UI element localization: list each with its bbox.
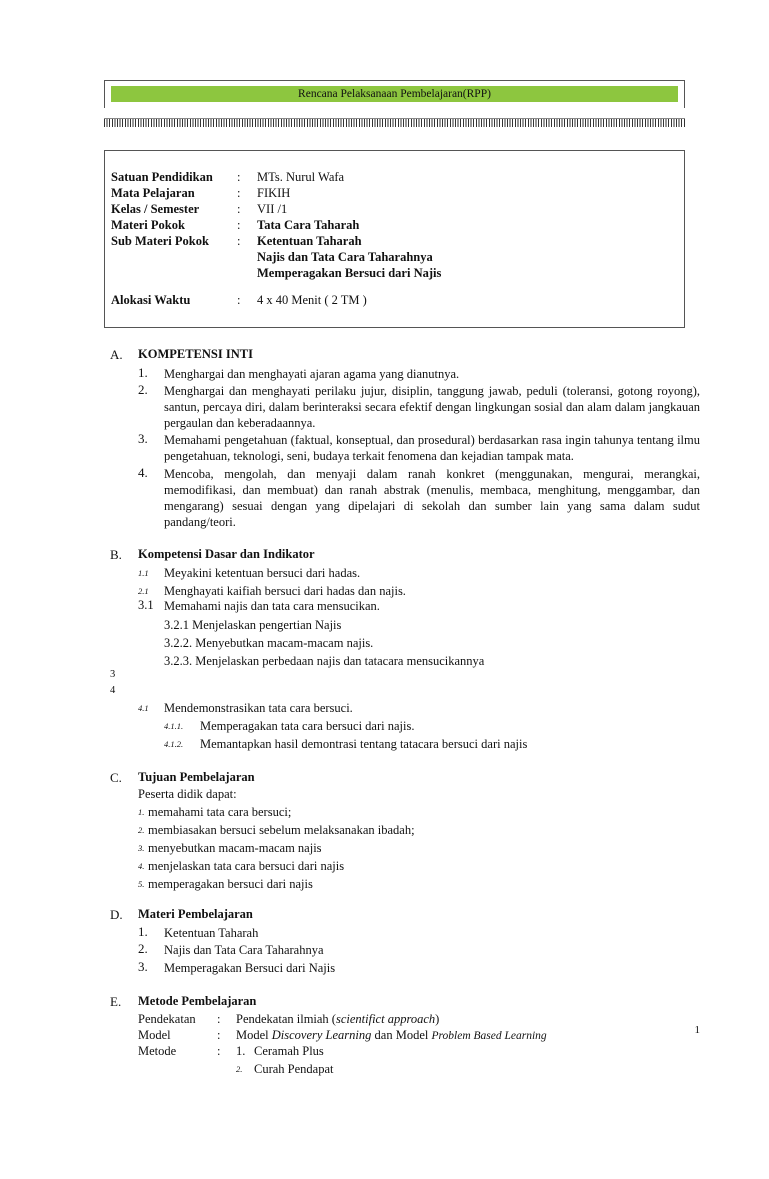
materi-number: 3. — [138, 959, 148, 974]
materi-item: Ketentuan Taharah — [164, 926, 259, 940]
list-item: Memahami pengetahuan (faktual, konseptual, dan prosedural) berdasarkan rasa ingin tahunya tentang ilmu pengetahuan, teknologi, seni, budaya terkait fenomena dan kejadian tampak mata. — [164, 433, 700, 463]
list-item: Menghargai dan menghayati perilaku jujur, disiplin, tanggung jawab, peduli (toleransi, gotong royong), santun, percaya diri, dalam berinteraksi secara efektif dengan lingkungan sosial dan alam dalam jangkauan pergaulan dan keberadaannya. — [164, 384, 700, 430]
indicator-item: Memantapkan hasil demontrasi tentang tatacara bersuci dari najis — [200, 737, 528, 751]
colon: : — [217, 1044, 221, 1058]
list-number: 2. — [138, 382, 148, 397]
tujuan-number: 4. — [138, 861, 145, 871]
materi-number: 1. — [138, 924, 148, 939]
indicator-item: 3.2.1 Menjelaskan pengertian Najis — [164, 618, 342, 632]
materi-item: Memperagakan Bersuci dari Najis — [164, 961, 336, 975]
kd-number: 3.1 — [138, 598, 154, 612]
tujuan-item: membiasakan bersuci sebelum melaksanakan ibadah; — [148, 823, 415, 837]
list-number: 1. — [138, 365, 148, 380]
tujuan-number: 5. — [138, 879, 145, 889]
kd-number: 4.1 — [138, 703, 149, 713]
dotted-divider — [104, 118, 685, 127]
kd-item: Meyakini ketentuan bersuci dari hadas. — [164, 566, 361, 580]
tujuan-item: menjelaskan tata cara bersuci dari najis — [148, 859, 345, 873]
tujuan-item: memahami tata cara bersuci; — [148, 805, 292, 819]
kd-item: Memahami najis dan tata cara mensucikan. — [164, 599, 380, 613]
list-item: Menghargai dan menghayati ajaran agama yang dianutnya. — [164, 367, 460, 381]
metode-number: 2. — [236, 1064, 243, 1074]
metode-item: Curah Pendapat — [254, 1062, 334, 1076]
colon: : — [217, 1028, 221, 1042]
list-number: 4. — [138, 465, 148, 480]
kd-item: Menghayati kaifiah bersuci dari hadas dan najis. — [164, 584, 406, 598]
indicator-number: 4.1.1. — [164, 721, 184, 731]
metode-label: Pendekatan — [138, 1012, 196, 1026]
model-value: Model Discovery Learning dan Model Problem Based Learning — [236, 1028, 547, 1042]
list-number: 3. — [138, 431, 148, 446]
stray-number: 3 — [110, 669, 116, 680]
colon: : — [217, 1012, 221, 1026]
identity-box: Satuan Pendidikan : MTs. Nurul Wafa Mata Pelajaran : FIKIH Kelas / Semester : VII /1 Materi Pokok : Tata Cara Taharah Sub Materi Pokok : Ketentuan Taharah Najis dan Tata Cara Taharahnya Memperagakan Bersuci dari Najis Alokasi Waktu : 4 x 40 Menit ( 2 TM ) — [104, 150, 685, 328]
metode-label: Metode — [138, 1044, 177, 1058]
page-number: 1 — [694, 1024, 700, 1036]
kd-number: 2.1 — [138, 586, 149, 596]
indicator-item: 3.2.3. Menjelaskan perbedaan najis dan tatacara mensucikannya — [164, 654, 485, 668]
header-box — [104, 80, 685, 108]
metode-item: Ceramah Plus — [254, 1044, 324, 1058]
tujuan-number: 3. — [138, 843, 145, 853]
kd-number: 1.1 — [138, 568, 149, 578]
tujuan-intro: Peserta didik dapat: — [138, 787, 237, 801]
indicator-number: 4.1.2. — [164, 739, 184, 749]
pendekatan-value: Pendekatan ilmiah (scientifict approach) — [236, 1012, 440, 1026]
stray-number: 4 — [110, 685, 116, 696]
materi-number: 2. — [138, 941, 148, 956]
indicator-item: Memperagakan tata cara bersuci dari najis. — [200, 719, 415, 733]
tujuan-item: menyebutkan macam-macam najis — [148, 841, 322, 855]
indicator-item: 3.2.2. Menyebutkan macam-macam najis. — [164, 636, 374, 650]
kd-item: Mendemonstrasikan tata cara bersuci. — [164, 701, 353, 715]
tujuan-number: 2. — [138, 825, 145, 835]
tujuan-item: memperagakan bersuci dari najis — [148, 877, 313, 891]
document-title: Rencana Pelaksanaan Pembelajaran(RPP) — [111, 86, 678, 102]
metode-label: Model — [138, 1028, 171, 1042]
metode-number: 1. — [236, 1044, 246, 1058]
tujuan-number: 1. — [138, 807, 145, 817]
materi-item: Najis dan Tata Cara Taharahnya — [164, 943, 324, 957]
list-item: Mencoba, mengolah, dan menyaji dalam ranah konkret (menggunakan, mengurai, merangkai, memodifikasi, dan membuat) dan ranah abstrak (menulis, membaca, menghitung, menggambar, dan mengarang) sesuai dengan yang dipelajari di sekolah dan sumber lain yang sama dalam sudut pandang/teori. — [164, 467, 700, 529]
